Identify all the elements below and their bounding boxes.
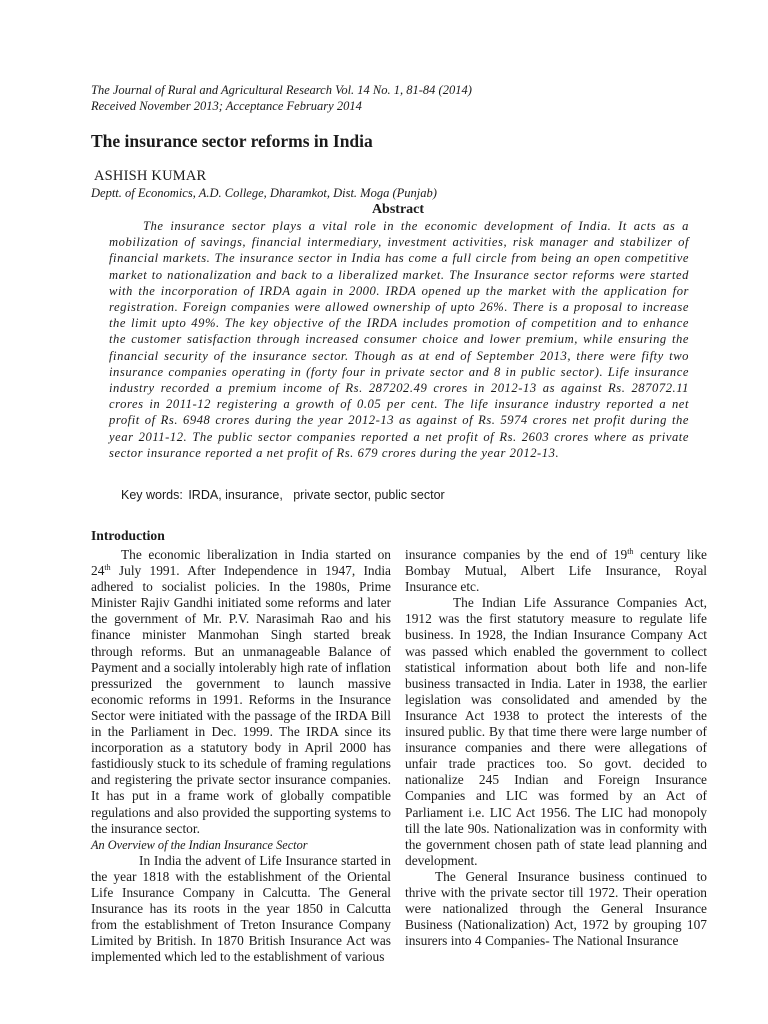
overview-subheading: An Overview of the Indian Insurance Sector <box>91 837 308 852</box>
right-column <box>405 547 707 949</box>
overview-paragraph-1: In India the advent of Life Insurance started in the year 1818 with the establishment of the Oriental Life Insurance Company in Calcutta. The General Insurance has its roots in the year 1850 in Calcutta from the establishment of Treton Insurance Company Limited by British. In 1870 British Insurance Act was implemented which led to the establishment of various <box>91 852 391 965</box>
overview-p1-cont-text-a: insurance companies by the end of 19 <box>405 547 628 562</box>
intro-p1-text-b: July 1991. After Independence in 1947, India adhered to socialist policies. In the 1980s, Prime Minister Rajiv Gandhi initiated some reforms and later the government of Mr. P.V. Narasimah Rao and his finance minister Manmohan Singh started break through reforms. But an unmanageable Balance of Payment and a socially intolerably high rate of inflation pressurized the government to launch massive economic reforms in 1991. Reforms in the Insurance Sector were initiated with the passage of the IRDA Bill in the Parliament in Dec. 1999. The IRDA since its incorporation as a statutory body in April 2000 has fastidiously stuck to its schedule of framing regulations and registering the private sector insurance companies. It has put in a frame work of globally compatible regulations and also provided the supporting systems to the insurance sector. <box>91 563 391 836</box>
paper-title: The insurance sector reforms in India <box>91 131 373 151</box>
overview-p1-cont-superscript: th <box>627 547 634 556</box>
author-name: ASHISH KUMAR <box>94 168 207 184</box>
overview-paragraph-1-continued <box>405 547 707 595</box>
introduction-heading: Introduction <box>91 528 165 543</box>
keywords-label: Key words: <box>121 488 183 502</box>
journal-header <box>91 82 691 114</box>
keywords <box>121 487 445 503</box>
overview-paragraph-2: The Indian Life Assurance Companies Act, 1912 was the first statutory measure to regulate life business. In 1928, the Indian Insurance Company Act was passed which enabled the government to collect statistical information about both life and non-life business transacted in India. Later in 1938, the earlier legislation was consolidated and amended by the Insurance Act 1938 to protect the interests of the insured public. By that time there were large number of insurance companies and there were allegations of unfair trade practices too. So govt. decided to nationalize 245 Indian and Foreign Insurance Companies and LIC was formed by an Act of Parliament i.e. LIC Act 1956. The LIC had monopoly till the late 90s. Nationalization was in conformity with the government chosen path of state lead planning and development. <box>405 595 707 868</box>
left-column <box>91 527 391 965</box>
overview-paragraph-3: The General Insurance business continued to thrive with the private sector till 1972. Their operation were nationalized through the General Insurance Business (Nationalization) Act, 1972 by grouping 107 insurers into 4 Companies- The National Insurance <box>405 868 707 949</box>
abstract-heading: Abstract <box>371 202 425 217</box>
keywords-text: IRDA, insurance, private sector, public sector <box>188 488 445 502</box>
intro-p1-superscript: th <box>104 563 111 573</box>
overview-p1-cont-text-b: century like Bombay Mutual, Albert Life Insurance, Royal Insurance etc. <box>405 547 707 595</box>
received-dates: Received November 2013; Acceptance February 2014 <box>91 99 362 113</box>
intro-paragraph-1 <box>91 547 391 837</box>
author-affiliation: Deptt. of Economics, A.D. College, Dharamkot, Dist. Moga (Punjab) <box>91 186 437 200</box>
abstract-text: The insurance sector plays a vital role in the economic development of India. It acts as a mobilization of savings, financial intermediary, investment activities, risk manager and stabilizer of financial markets. The insurance sector in India has come a full circle from being an open competitive market to nationalization and back to a liberalized market. The Insurance sector reforms were started with the incorporation of IRDA again in 2000. IRDA opened up the market with the application for registration. Foreign companies were allowed ownership of upto 26%. There is a proposal to increase the limit upto 49%. The key objective of the IRDA includes promotion of competition and to enhance the customer satisfaction through increased consumer choice and lower premium, while ensuring the financial security of the insurance sector. Though as at end of September 2013, there were fifty two insurance companies operating in (forty four in private sector and 8 in public sector). Life insurance industry recorded a premium income of Rs. 287202.49 crores in 2012-13 as against Rs. 287072.11 crores in 2011-12 registering a growth of 0.05 per cent. The life insurance industry reported a net profit of Rs. 6948 crores during the year 2012-13 as against of Rs. 5974 crores net profit during the year 2011-12. The public sector companies reported a net profit of Rs. 2603 crores where as private sector insurance reported a net profit of Rs. 679 crores during the year 2012-13. <box>109 219 689 460</box>
journal-citation: The Journal of Rural and Agricultural Research Vol. 14 No. 1, 81-84 (2014) <box>91 83 472 97</box>
intro-p1-text-a: The economic liberalization in India started on 24 <box>91 547 391 579</box>
